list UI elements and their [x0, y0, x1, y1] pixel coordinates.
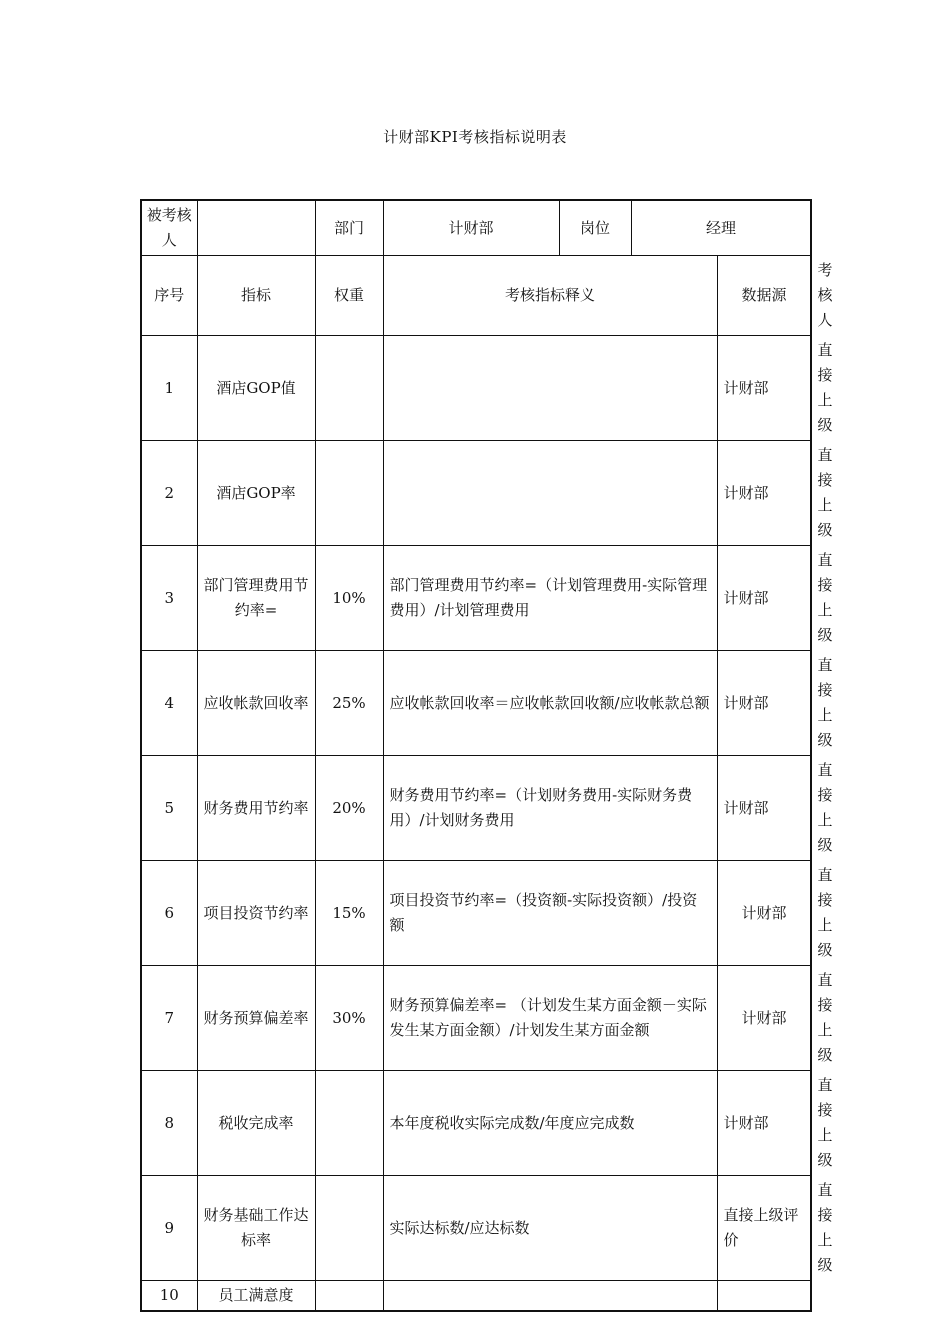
row-definition: 财务预算偏差率= （计划发生某方面金额－实际发生某方面金额）/计划发生某方面金额 — [383, 966, 717, 1071]
row-source: 计财部 — [717, 336, 811, 441]
dept-value: 计财部 — [383, 200, 559, 256]
row-seq: 3 — [141, 546, 197, 651]
position-value: 经理 — [631, 200, 811, 256]
row-indicator: 税收完成率 — [197, 1071, 315, 1176]
dept-label: 部门 — [315, 200, 383, 256]
row-source: 计财部 — [717, 966, 811, 1071]
table-row: 9 财务基础工作达标率 实际达标数/应达标数 直接上级评价 直接上级 — [141, 1176, 811, 1281]
row-seq: 10 — [141, 1281, 197, 1312]
row-source: 计财部 — [717, 861, 811, 966]
kpi-table — [140, 199, 833, 1312]
assessee-label: 被考核人 — [141, 200, 197, 256]
table-row: 8 税收完成率 本年度税收实际完成数/年度应完成数 计财部 直接上级 — [141, 1071, 811, 1176]
table-row: 2 酒店GOP率 计财部 直接上级 — [141, 441, 811, 546]
row-indicator: 应收帐款回收率 — [197, 651, 315, 756]
page-title: 计财部KPI考核指标说明表 — [383, 128, 567, 146]
row-indicator: 财务预算偏差率 — [197, 966, 315, 1071]
table-row: 1 酒店GOP值 计财部 直接上级 — [141, 336, 811, 441]
row-weight: 20% — [315, 756, 383, 861]
row-weight: 30% — [315, 966, 383, 1071]
row-source: 计财部 — [717, 1071, 811, 1176]
row-indicator: 财务基础工作达标率 — [197, 1176, 315, 1281]
row-weight: 25% — [315, 651, 383, 756]
row-indicator: 酒店GOP率 — [197, 441, 315, 546]
row-weight — [315, 441, 383, 546]
row-seq: 7 — [141, 966, 197, 1071]
row-definition: 项目投资节约率=（投资额-实际投资额）/投资额 — [383, 861, 717, 966]
row-seq: 1 — [141, 336, 197, 441]
table-row: 6 项目投资节约率 15% 项目投资节约率=（投资额-实际投资额）/投资额 计财部 直接上级 — [141, 861, 811, 966]
row-seq: 9 — [141, 1176, 197, 1281]
table-row: 5 财务费用节约率 20% 财务费用节约率=（计划财务费用-实际财务费用）/计划财务费用 计财部 直接上级 — [141, 756, 811, 861]
row-indicator: 项目投资节约率 — [197, 861, 315, 966]
table-row: 3 部门管理费用节约率= 10% 部门管理费用节约率=（计划管理费用-实际管理费用）/计划管理费用 计财部 直接上级 — [141, 546, 811, 651]
row-weight: 15% — [315, 861, 383, 966]
row-source — [717, 1281, 811, 1312]
row-definition: 实际达标数/应达标数 — [383, 1176, 717, 1281]
row-seq: 2 — [141, 441, 197, 546]
col-indicator: 指标 — [197, 256, 315, 336]
position-label: 岗位 — [559, 200, 631, 256]
row-weight — [315, 1281, 383, 1312]
table-row: 7 财务预算偏差率 30% 财务预算偏差率= （计划发生某方面金额－实际发生某方面金额）/计划发生某方面金额 计财部 直接上级 — [141, 966, 811, 1071]
row-source: 计财部 — [717, 441, 811, 546]
row-weight: 10% — [315, 546, 383, 651]
row-indicator: 酒店GOP值 — [197, 336, 315, 441]
table-row — [141, 1281, 811, 1312]
row-definition: 本年度税收实际完成数/年度应完成数 — [383, 1071, 717, 1176]
row-source: 计财部 — [717, 651, 811, 756]
row-source: 计财部 — [717, 546, 811, 651]
assessee-value — [197, 200, 315, 256]
row-indicator: 部门管理费用节约率= — [197, 546, 315, 651]
row-indicator: 财务费用节约率 — [197, 756, 315, 861]
row-weight — [315, 1176, 383, 1281]
row-weight — [315, 336, 383, 441]
header-row — [141, 200, 811, 256]
row-source: 直接上级评价 — [717, 1176, 811, 1281]
column-header-row: 序号 指标 权重 考核指标释义 数据源 考核人 — [141, 256, 811, 336]
row-seq: 6 — [141, 861, 197, 966]
table-row: 4 应收帐款回收率 25% 应收帐款回收率＝应收帐款回收额/应收帐款总额 计财部 直接上级 — [141, 651, 811, 756]
row-seq: 5 — [141, 756, 197, 861]
row-weight — [315, 1071, 383, 1176]
col-seq: 序号 — [141, 256, 197, 336]
row-seq: 4 — [141, 651, 197, 756]
row-definition: 应收帐款回收率＝应收帐款回收额/应收帐款总额 — [383, 651, 717, 756]
row-definition — [383, 336, 717, 441]
row-definition — [383, 1281, 717, 1312]
row-definition — [383, 441, 717, 546]
row-seq: 8 — [141, 1071, 197, 1176]
row-definition: 部门管理费用节约率=（计划管理费用-实际管理费用）/计划管理费用 — [383, 546, 717, 651]
row-indicator: 员工满意度 — [197, 1281, 315, 1312]
row-source: 计财部 — [717, 756, 811, 861]
col-source: 数据源 — [717, 256, 811, 336]
row-definition: 财务费用节约率=（计划财务费用-实际财务费用）/计划财务费用 — [383, 756, 717, 861]
col-definition: 考核指标释义 — [383, 256, 717, 336]
col-weight: 权重 — [315, 256, 383, 336]
